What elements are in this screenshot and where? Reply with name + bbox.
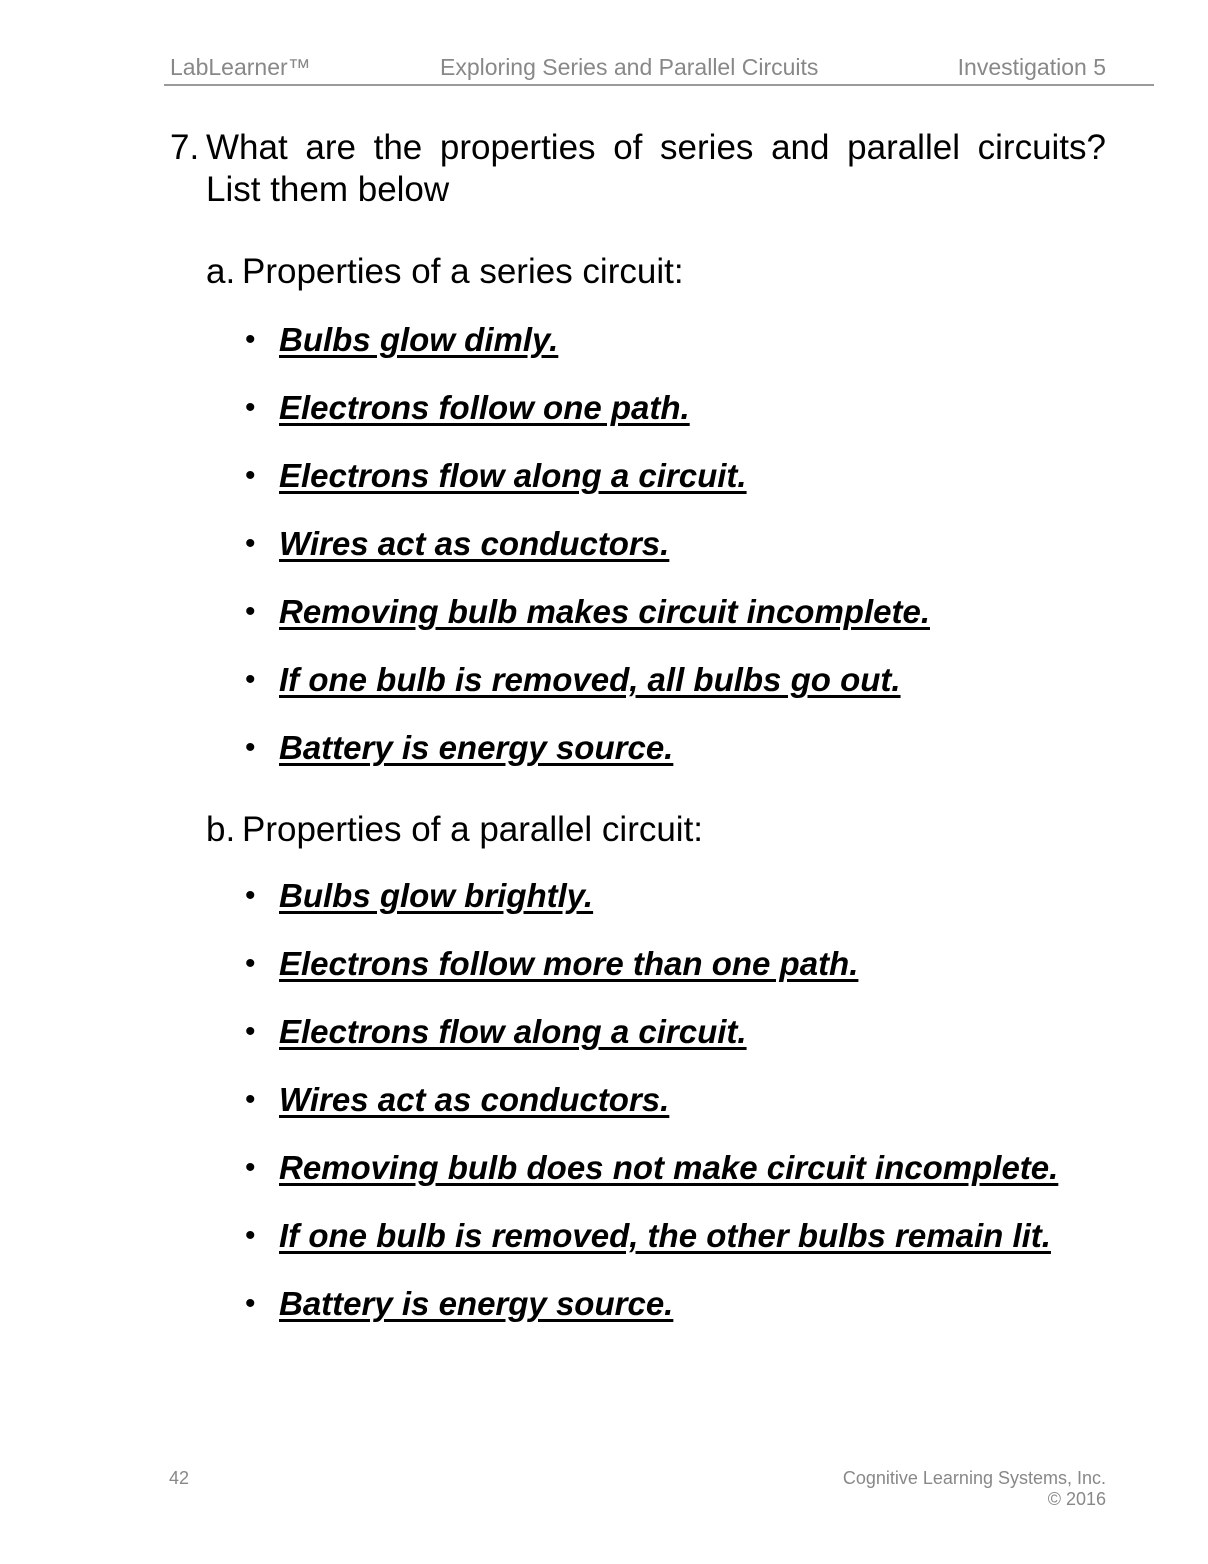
question-text: What are the properties of series and parallel circuits? List them below (206, 128, 1106, 209)
section-a-label: Properties of a series circuit: (242, 252, 684, 291)
answer-text: Electrons follow more than one path. (279, 945, 859, 982)
answer-text: If one bulb is removed, all bulbs go out. (279, 661, 901, 698)
bullet-icon: • (245, 879, 256, 912)
bullet-icon: • (245, 1287, 256, 1320)
question-7 (170, 127, 1106, 211)
section-a-heading (206, 251, 684, 293)
list-item (242, 455, 1106, 497)
list-item (242, 727, 1106, 769)
section-b-heading (206, 809, 703, 851)
page-number: 42 (169, 1468, 190, 1488)
list-item (242, 1011, 1106, 1053)
answer-text: Bulbs glow brightly. (279, 877, 594, 914)
list-item (242, 659, 1106, 701)
bullet-icon: • (245, 1151, 256, 1184)
answer-text: Electrons flow along a circuit. (279, 457, 747, 494)
list-item (242, 875, 1106, 917)
header-brand: LabLearner™ (170, 54, 311, 80)
answer-text: Bulbs glow dimly. (279, 321, 559, 358)
bullet-icon: • (245, 1015, 256, 1048)
page-footer-credit (843, 1468, 1106, 1510)
answer-text: If one bulb is removed, the other bulbs remain lit. (279, 1217, 1051, 1254)
answer-text: Electrons follow one path. (279, 389, 690, 426)
list-item (242, 1283, 1106, 1325)
page-header (164, 54, 1154, 86)
section-b-letter: b. (206, 810, 236, 849)
bullet-icon: • (245, 947, 256, 980)
section-b-label: Properties of a parallel circuit: (242, 810, 704, 849)
bullet-icon: • (245, 1219, 256, 1252)
question-number: 7. (170, 128, 200, 167)
list-item (242, 943, 1106, 985)
answer-text: Battery is energy source. (279, 729, 674, 766)
series-properties-list (242, 319, 1106, 795)
bullet-icon: • (245, 731, 256, 764)
answer-text: Removing bulb makes circuit incomplete. (279, 593, 930, 630)
answer-text: Wires act as conductors. (279, 525, 670, 562)
bullet-icon: • (245, 663, 256, 696)
publisher-name: Cognitive Learning Systems, Inc. (842, 1468, 1106, 1488)
bullet-icon: • (245, 391, 256, 424)
list-item (242, 319, 1106, 361)
bullet-icon: • (245, 595, 256, 628)
list-item (242, 523, 1106, 565)
bullet-icon: • (245, 459, 256, 492)
list-item (242, 1079, 1106, 1121)
header-investigation: Investigation 5 (957, 54, 1106, 80)
answer-text: Removing bulb does not make circuit incomplete. (279, 1149, 1059, 1186)
bullet-icon: • (245, 323, 256, 356)
parallel-properties-list (242, 875, 1106, 1351)
list-item (242, 591, 1106, 633)
answer-text: Electrons flow along a circuit. (279, 1013, 747, 1050)
header-title: Exploring Series and Parallel Circuits (440, 54, 819, 80)
copyright-notice: © 2016 (1047, 1489, 1106, 1509)
list-item (242, 387, 1106, 429)
answer-text: Wires act as conductors. (279, 1081, 670, 1118)
bullet-icon: • (245, 527, 256, 560)
answer-text: Battery is energy source. (279, 1285, 674, 1322)
list-item (242, 1147, 1106, 1189)
bullet-icon: • (245, 1083, 256, 1116)
list-item (242, 1215, 1106, 1257)
section-a-letter: a. (206, 252, 236, 291)
